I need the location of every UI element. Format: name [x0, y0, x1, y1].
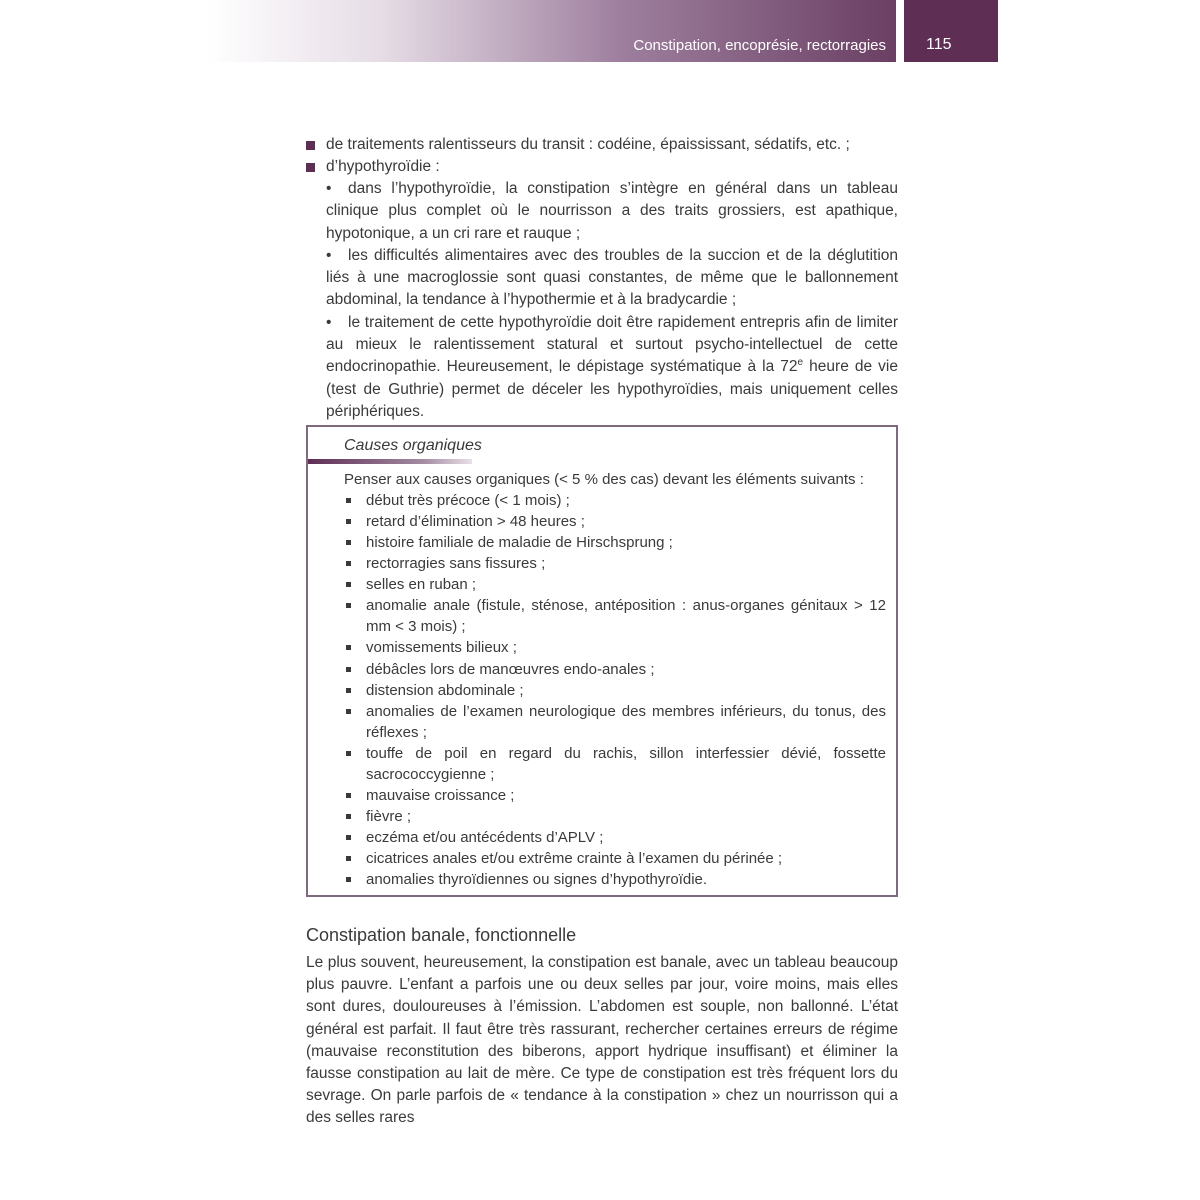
small-square-bullet-icon [346, 688, 351, 693]
box-item-text: cicatrices anales et/ou extrême crainte à l’examen du périnée ; [366, 850, 783, 868]
small-square-bullet-icon [346, 582, 351, 587]
box-item-text: vomissements bilieux ; [366, 639, 517, 657]
dot-bullet-icon: • [326, 246, 332, 264]
box-list-item [344, 511, 886, 532]
box-list-item [344, 806, 886, 827]
box-list-item [344, 701, 886, 743]
box-item-text: début très précoce (< 1 mois) ; [366, 492, 570, 509]
box-item-text: touffe de poil en regard du rachis, sillon interfessier dévié, fossette sacrococcygienne ; [366, 744, 886, 783]
causes-box [306, 425, 898, 897]
small-square-bullet-icon [346, 814, 351, 819]
box-item-text: anomalies de l’examen neurologique des membres inférieurs, du tonus, des réflexes ; [366, 702, 886, 741]
box-list-item [344, 827, 886, 848]
small-square-bullet-icon [346, 561, 351, 566]
box-list-item [344, 637, 886, 658]
chapter-title: Constipation, encoprésie, rectorragies [633, 37, 886, 54]
sub-item-text-after: heure de vie (test de Guthrie) permet de déceler les hypothyroïdies, mais uniquement celles périphériques. [326, 358, 898, 420]
box-item-text: débâcles lors de manœuvres endo-anales ; [366, 660, 655, 678]
box-list [344, 490, 886, 890]
square-bullet-icon [306, 141, 315, 150]
box-item-text: distension abdominale ; [366, 681, 524, 699]
small-square-bullet-icon [346, 751, 351, 756]
section-paragraph: Le plus souvent, heureusement, la constipation est banale, avec un tableau beaucoup plus pauvre. L’enfant a parfois une ou deux selles par jour, voire moins, mais elles sont dures, douloureuses à l’émission. L’abdomen est souple, non ballonné. L’état général est parfait. Il faut être très rassurant, rechercher certaines erreurs de régime (mauvaise reconstitution des biberons, apport hydrique insuffisant) et éliminer la fausse constipation au lait de mère. Ce type de constipation est très fréquent lors du sevrage. On parle parfois de « tendance à la constipation » chez un nourrisson qui a des selles rares [306, 954, 898, 1127]
box-list-item [344, 869, 886, 890]
box-item-text: anomalie anale (fistule, sténose, antéposition : anus-organes génitaux > 12 mm < 3 mois) ; [366, 597, 886, 636]
chapter-header-band [208, 0, 896, 62]
section-title: Constipation banale, fonctionnelle [306, 925, 577, 945]
box-item-text: mauvaise croissance ; [366, 786, 515, 804]
box-item-text: fièvre ; [366, 807, 412, 825]
box-item-text: eczéma et/ou antécédents d’APLV ; [366, 829, 604, 846]
small-square-bullet-icon [346, 793, 351, 798]
sub-list [326, 178, 898, 423]
intro-list [306, 134, 898, 423]
small-square-bullet-icon [346, 856, 351, 861]
small-square-bullet-icon [346, 709, 351, 714]
box-item-text: retard d’élimination > 48 heures ; [366, 513, 585, 531]
box-item-text: rectorragies sans fissures ; [366, 555, 546, 573]
box-intro: Penser aux causes organiques (< 5 % des cas) devant les éléments suivants : [344, 471, 864, 488]
box-list-item [344, 553, 886, 574]
small-square-bullet-icon [346, 540, 351, 545]
small-square-bullet-icon [346, 835, 351, 840]
box-list-item [344, 848, 886, 869]
sub-list-item [326, 312, 898, 423]
sub-list-item [326, 245, 898, 312]
small-square-bullet-icon [346, 498, 351, 503]
small-square-bullet-icon [346, 645, 351, 650]
page-number-box [904, 0, 998, 62]
list-item [306, 156, 898, 178]
box-list-item [344, 659, 886, 680]
small-square-bullet-icon [346, 519, 351, 524]
dot-bullet-icon: • [326, 180, 332, 197]
page-number: 115 [926, 36, 952, 53]
box-title: Causes organiques [344, 437, 482, 454]
square-bullet-icon [306, 163, 315, 172]
dot-bullet-icon: • [326, 313, 332, 331]
sub-item-text: les difficultés alimentaires avec des troubles de la succion et de la déglutition liés à une macroglossie sont quasi constantes, de même que le ballonnement abdominal, la tendance à l’hypothermie et à la bradycardie ; [326, 246, 898, 309]
box-list-item [344, 680, 886, 701]
box-item-text: anomalies thyroïdiennes ou signes d’hypothyroïdie. [366, 871, 708, 889]
list-item-text: d’hypothyroïdie : [326, 158, 440, 175]
list-item [306, 134, 898, 156]
sub-item-text: dans l’hypothyroïdie, la constipation s’intègre en général dans un tableau clinique plus complet où le nourrisson a des traits grossiers, est apathique, hypotonique, a un cri rare et rauque ; [326, 180, 898, 242]
small-square-bullet-icon [346, 877, 351, 882]
box-list-item [344, 595, 886, 637]
list-item-text: de traitements ralentisseurs du transit : codéine, épaississant, sédatifs, etc. ; [326, 136, 850, 153]
box-item-text: histoire familiale de maladie de Hirschsprung ; [366, 534, 673, 552]
box-list-item [344, 574, 886, 595]
box-list-item [344, 532, 886, 553]
box-list-item [344, 743, 886, 785]
sub-list-item [326, 178, 898, 245]
sub-item-text-before: le traitement de cette hypothyroïdie doit être rapidement entrepris afin de limiter au mieux le ralentissement statural et surtout psycho-intellectuel de cette endocrinopathie. Heureusement, le dépistage systématique à la 72 [326, 313, 898, 376]
small-square-bullet-icon [346, 603, 351, 608]
small-square-bullet-icon [346, 667, 351, 672]
box-item-text: selles en ruban ; [366, 576, 477, 594]
box-title-rule [308, 459, 472, 464]
box-list-item [344, 490, 886, 511]
box-list-item [344, 785, 886, 806]
superscript: e [797, 357, 804, 369]
